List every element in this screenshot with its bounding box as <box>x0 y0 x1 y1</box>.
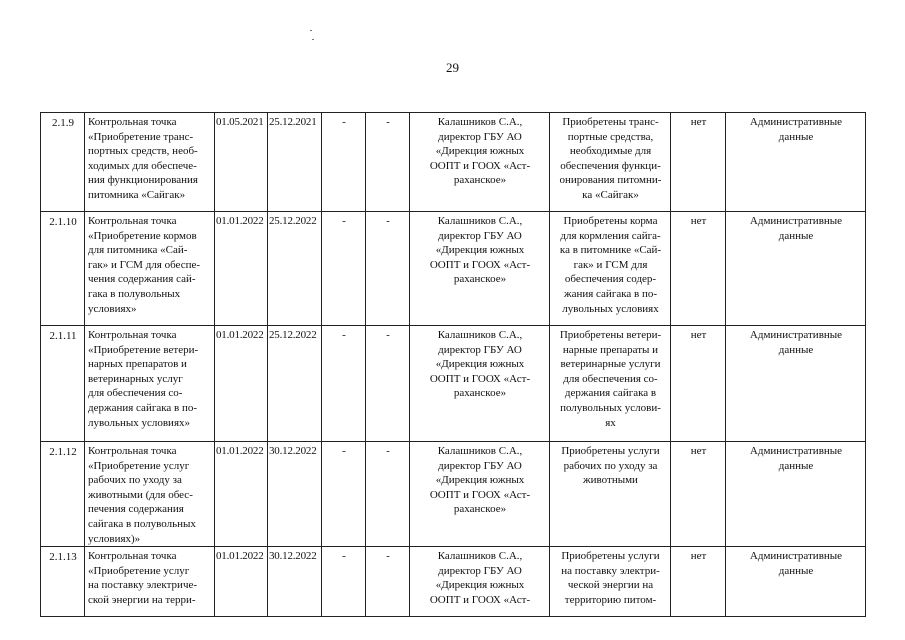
event-description: Контрольная точка «Приобретение кормов для питомника «Сай- гак» и ГСМ для обеспе- чения содержания сай- гака в полувольных условиях» <box>85 212 215 326</box>
empty-value-dash: - <box>366 547 410 617</box>
page-number: 29 <box>446 60 459 75</box>
end-date: 30.12.2022 <box>268 442 322 547</box>
event-description: Контрольная точка «Приобретение услуг на поставку электриче- ской энергии на терри- <box>85 547 215 617</box>
empty-value-dash: - <box>366 113 410 212</box>
expected-result: Приобретены корма для кормления сайга- ка в питомнике «Сай- гак» и ГСМ для обеспечения содер- жания сайгака в по- лувольных условиях <box>550 212 671 326</box>
flag-value: нет <box>671 113 726 212</box>
row-number: 2.1.13 <box>41 547 85 617</box>
empty-value-dash: - <box>322 547 366 617</box>
table-row <box>41 212 866 326</box>
end-date: 25.12.2022 <box>268 212 322 326</box>
data-source: Административные данные <box>726 326 866 442</box>
empty-value-dash: - <box>366 326 410 442</box>
row-number: 2.1.10 <box>41 212 85 326</box>
event-description: Контрольная точка «Приобретение транс- портных средств, необ- ходимых для обеспече- ния функционирования питомника «Сайгак» <box>85 113 215 212</box>
empty-value-dash: - <box>322 113 366 212</box>
responsible-person: Калашников С.А., директор ГБУ АО «Дирекция южных ООПТ и ГООХ «Аст- раханское» <box>410 326 550 442</box>
empty-value-dash: - <box>366 442 410 547</box>
start-date: 01.01.2022 <box>215 212 268 326</box>
start-date: 01.01.2022 <box>215 442 268 547</box>
end-date: 25.12.2021 <box>268 113 322 212</box>
data-source: Административные данные <box>726 212 866 326</box>
end-date: 25.12.2022 <box>268 326 322 442</box>
row-number: 2.1.11 <box>41 326 85 442</box>
end-date: 30.12.2022 <box>268 547 322 617</box>
row-number: 2.1.9 <box>41 113 85 212</box>
data-source: Административные данные <box>726 113 866 212</box>
start-date: 01.05.2021 <box>215 113 268 212</box>
start-date: 01.01.2022 <box>215 547 268 617</box>
row-number: 2.1.12 <box>41 442 85 547</box>
responsible-person: Калашников С.А., директор ГБУ АО «Дирекция южных ООПТ и ГООХ «Аст- <box>410 547 550 617</box>
expected-result: Приобретены ветери- нарные препараты и ветеринарные услуги для обеспечения со- держания сайгака в полувольных услови- ях <box>550 326 671 442</box>
event-description: Контрольная точка «Приобретение ветери- нарных препаратов и ветеринарных услуг для обеспечения со- держания сайгака в по- лувольных условиях» <box>85 326 215 442</box>
data-source: Административные данные <box>726 547 866 617</box>
table-row <box>41 547 866 617</box>
expected-result: Приобретены транс- портные средства, необходимые для обеспечения функци- онирования питомни- ка «Сайгак» <box>550 113 671 212</box>
empty-value-dash: - <box>366 212 410 326</box>
table-row <box>41 326 866 442</box>
data-source: Административные данные <box>726 442 866 547</box>
table-row <box>41 442 866 547</box>
flag-value: нет <box>671 326 726 442</box>
empty-value-dash: - <box>322 326 366 442</box>
empty-value-dash: - <box>322 212 366 326</box>
start-date: 01.01.2022 <box>215 326 268 442</box>
expected-result: Приобретены услуги на поставку электри- ческой энергии на территорию питом- <box>550 547 671 617</box>
expected-result: Приобретены услуги рабочих по уходу за животными <box>550 442 671 547</box>
event-description: Контрольная точка «Приобретение услуг рабочих по уходу за животными (для обес- печения содержания сайгака в полувольных условиях)» <box>85 442 215 547</box>
table-row <box>41 113 866 212</box>
responsible-person: Калашников С.А., директор ГБУ АО «Дирекция южных ООПТ и ГООХ «Аст- раханское» <box>410 113 550 212</box>
responsible-person: Калашников С.А., директор ГБУ АО «Дирекция южных ООПТ и ГООХ «Аст- раханское» <box>410 212 550 326</box>
flag-value: нет <box>671 442 726 547</box>
flag-value: нет <box>671 212 726 326</box>
responsible-person: Калашников С.А., директор ГБУ АО «Дирекция южных ООПТ и ГООХ «Аст- раханское» <box>410 442 550 547</box>
empty-value-dash: - <box>322 442 366 547</box>
plan-table <box>40 112 866 617</box>
flag-value: нет <box>671 547 726 617</box>
